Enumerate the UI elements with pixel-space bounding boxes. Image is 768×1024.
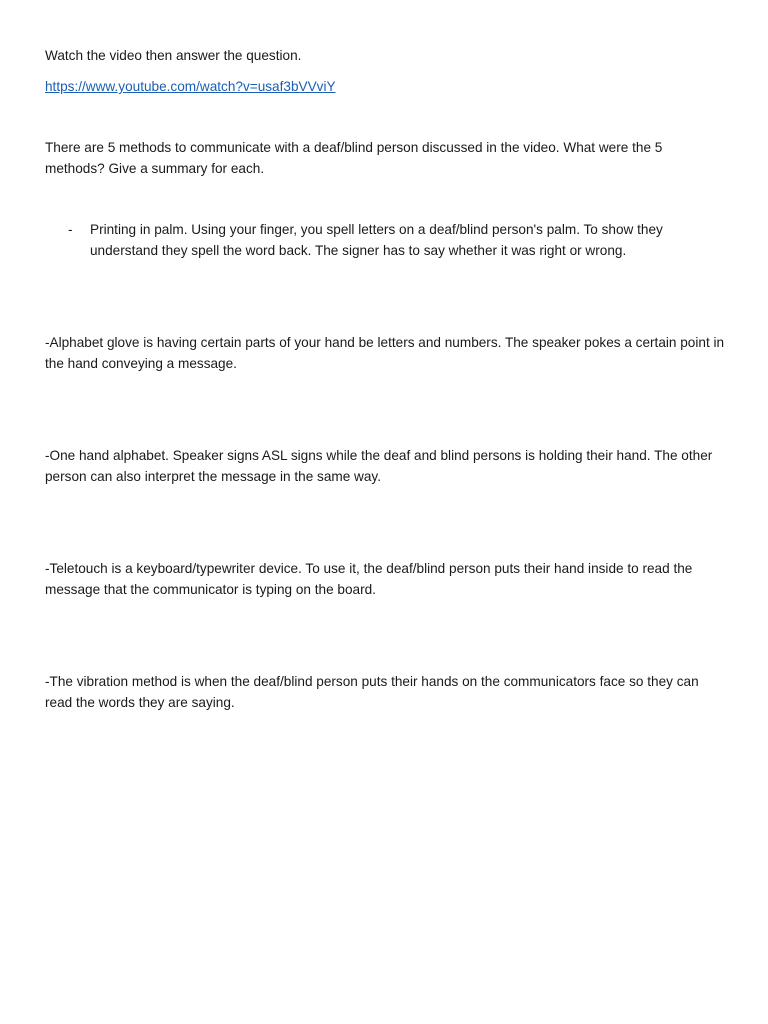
instruction-text: Watch the video then answer the question. bbox=[45, 48, 302, 63]
answer-text-teletouch: -Teletouch is a keyboard/typewriter device. To use it, the deaf/blind person puts their hand inside to read the message that the communicator is typing on the board. bbox=[45, 561, 693, 597]
answer-text-alphabet-glove: -Alphabet glove is having certain parts of your hand be letters and numbers. The speaker pokes a certain point in the hand conveying a message. bbox=[45, 335, 725, 371]
bullet-dash: - bbox=[68, 222, 73, 237]
answer-text-one-hand-alphabet: -One hand alphabet. Speaker signs ASL signs while the deaf and blind persons is holding their hand. The other person can also interpret the message in the same way. bbox=[45, 448, 713, 484]
answer-text-printing-in-palm: Printing in palm. Using your finger, you spell letters on a deaf/blind person's palm. To show they understand they spell the word back. The signer has to say whether it was right or wrong. bbox=[90, 222, 663, 258]
question-text: There are 5 methods to communicate with a deaf/blind person discussed in the video. What were the 5 methods? Give a summary for each. bbox=[45, 140, 663, 176]
answer-item-1 bbox=[45, 220, 725, 261]
video-link-paragraph bbox=[45, 77, 725, 98]
video-link[interactable]: https://www.youtube.com/watch?v=usaf3bVVviY bbox=[45, 79, 336, 94]
answer-text-vibration-method: -The vibration method is when the deaf/blind person puts their hands on the communicators face so they can read the words they are saying. bbox=[45, 674, 699, 710]
